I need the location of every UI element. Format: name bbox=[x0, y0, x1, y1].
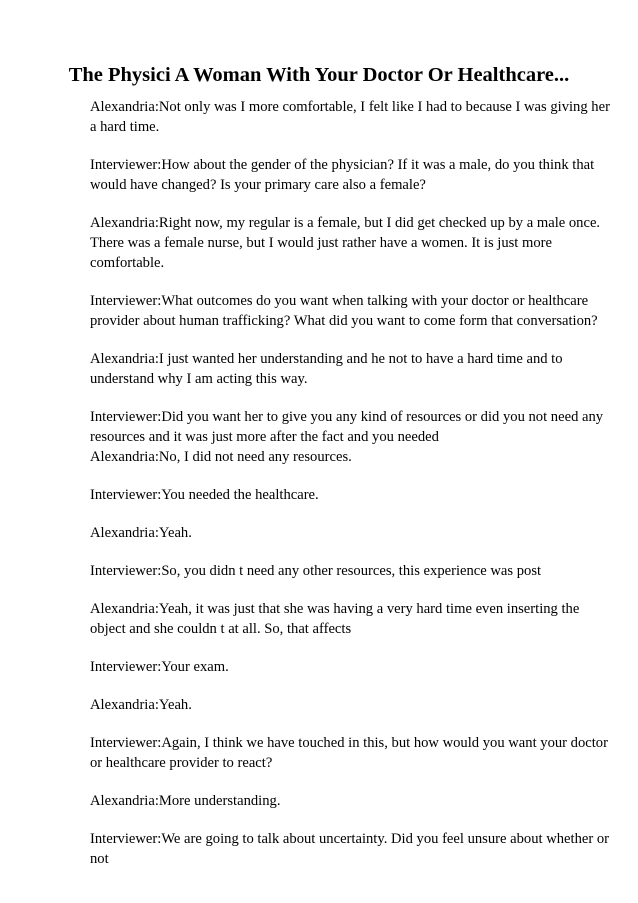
transcript-paragraph bbox=[90, 291, 610, 331]
transcript-paragraph bbox=[90, 829, 610, 869]
paragraph-text: You needed the healthcare. bbox=[161, 487, 319, 503]
paragraph-text: Not only was I more comfortable, I felt like I had to because I was giving her a hard time. bbox=[90, 99, 610, 135]
transcript-paragraph bbox=[90, 485, 610, 505]
paragraph-text: No, I did not need any resources. bbox=[158, 449, 352, 465]
speaker-label: Interviewer: bbox=[90, 157, 162, 173]
paragraph-text: How about the gender of the physician? If it was a male, do you think that would have changed? Is your primary care also a female? bbox=[90, 157, 595, 193]
speaker-label: Alexandria: bbox=[90, 449, 159, 465]
paragraph-text: Right now, my regular is a female, but I did get checked up by a male once. There was a female nurse, but I would just rather have a women. It is just more comfortable. bbox=[90, 215, 601, 271]
speaker-label: Interviewer: bbox=[90, 487, 162, 503]
transcript-paragraph bbox=[90, 407, 610, 447]
speaker-label: Interviewer: bbox=[90, 735, 162, 751]
paragraph-text: So, you didn t need any other resources, this experience was post bbox=[161, 563, 542, 579]
paragraph-text: Did you want her to give you any kind of resources or did you not need any resources and it was just more after the fact and you needed bbox=[90, 409, 604, 445]
speaker-label: Alexandria: bbox=[90, 99, 159, 115]
paragraph-text: What outcomes do you want when talking with your doctor or healthcare provider about human trafficking? What did you want to come form that conversation? bbox=[90, 293, 598, 329]
speaker-label: Interviewer: bbox=[90, 409, 162, 425]
transcript-paragraph bbox=[90, 155, 610, 195]
speaker-label: Alexandria: bbox=[90, 351, 159, 367]
transcript-paragraph bbox=[90, 213, 610, 273]
speaker-label: Interviewer: bbox=[90, 563, 162, 579]
paragraph-text: Yeah. bbox=[158, 697, 192, 713]
transcript-paragraph bbox=[90, 349, 610, 389]
document-title: The Physici A Woman With Your Doctor Or Healthcare... bbox=[68, 64, 570, 86]
transcript-body bbox=[90, 97, 610, 887]
transcript-paragraph bbox=[90, 561, 610, 581]
paragraph-text: Your exam. bbox=[161, 659, 229, 675]
paragraph-text: More understanding. bbox=[158, 793, 281, 809]
speaker-label: Interviewer: bbox=[90, 659, 162, 675]
speaker-label: Interviewer: bbox=[90, 831, 162, 847]
transcript-paragraph bbox=[90, 695, 610, 715]
speaker-label: Interviewer: bbox=[90, 293, 162, 309]
speaker-label: Alexandria: bbox=[90, 697, 159, 713]
paragraph-text: I just wanted her understanding and he not to have a hard time and to understand why I am acting this way. bbox=[90, 351, 563, 387]
transcript-paragraph bbox=[90, 657, 610, 677]
paragraph-text: Again, I think we have touched in this, but how would you want your doctor or healthcare provider to react? bbox=[90, 735, 608, 771]
speaker-label: Alexandria: bbox=[90, 525, 159, 541]
transcript-paragraph bbox=[90, 733, 610, 773]
speaker-label: Alexandria: bbox=[90, 601, 159, 617]
speaker-label: Alexandria: bbox=[90, 793, 159, 809]
transcript-paragraph bbox=[90, 599, 610, 639]
transcript-paragraph bbox=[90, 523, 610, 543]
paragraph-text: We are going to talk about uncertainty. Did you feel unsure about whether or not bbox=[90, 831, 610, 867]
transcript-paragraph bbox=[90, 97, 610, 137]
transcript-paragraph bbox=[90, 447, 610, 467]
paragraph-text: Yeah, it was just that she was having a very hard time even inserting the object and she couldn t at all. So, that affects bbox=[90, 601, 580, 637]
speaker-label: Alexandria: bbox=[90, 215, 159, 231]
transcript-paragraph bbox=[90, 791, 610, 811]
paragraph-text: Yeah. bbox=[158, 525, 192, 541]
